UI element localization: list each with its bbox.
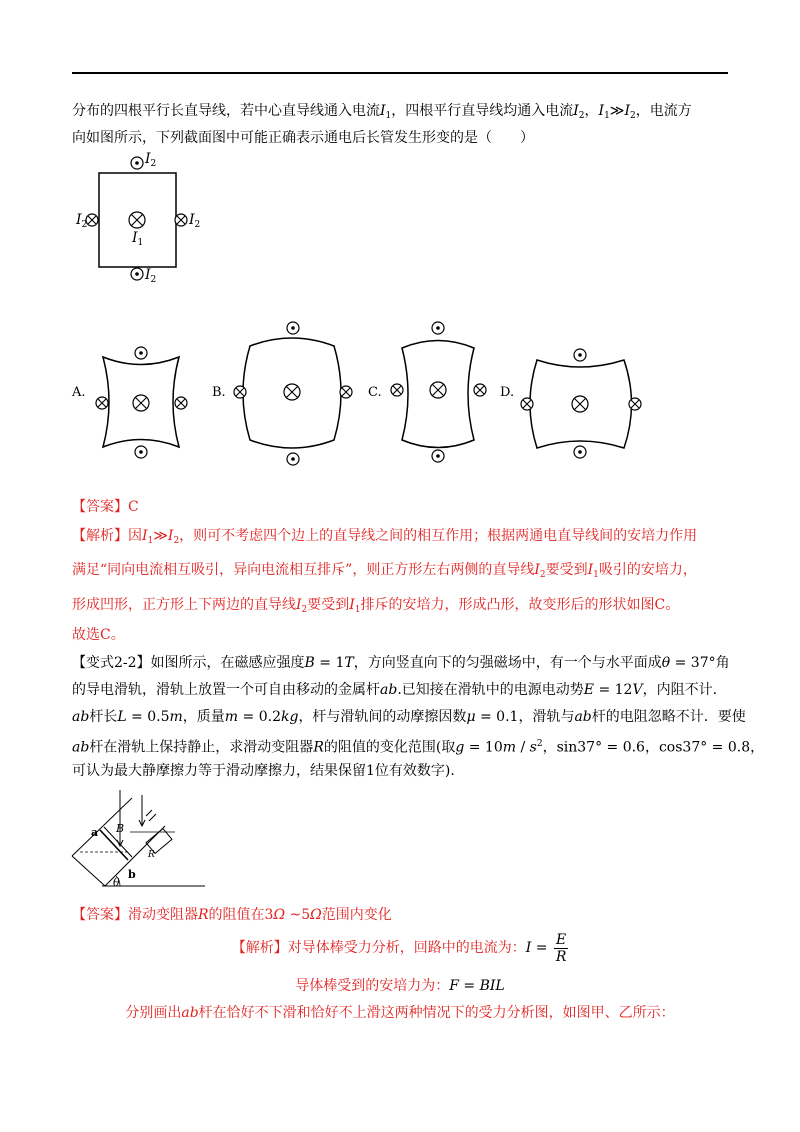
label-I: I <box>189 212 195 228</box>
variant-text: 的导电滑轨，滑轨上放置一个可自由移动的金属杆 <box>72 682 380 698</box>
subscript: 2 <box>301 605 308 615</box>
analysis-text: 排斥的安培力，形成凸形，故变形后的形状如图C。 <box>360 597 680 613</box>
fraction-numerator: E <box>555 931 567 948</box>
variant-text: 如图所示，在磁感应强度 <box>150 655 305 671</box>
much-greater-symbol: ≫ <box>153 528 168 544</box>
variant-text: 杆在滑轨上保持静止，求滑动变阻器 <box>89 739 314 756</box>
analysis-2-line-3 <box>0 1002 800 1022</box>
math-var: B <box>304 655 315 671</box>
label-bottom-I2 <box>145 267 156 285</box>
answer-text: 范围内变化 <box>321 907 392 923</box>
analysis-1-line-3 <box>72 595 679 620</box>
current-symbol: I <box>349 597 355 613</box>
option-a-label: A. <box>72 385 86 400</box>
header-rule <box>72 72 728 74</box>
variant-line-5: 可认为最大静摩擦力等于滑动摩擦力，结果保留1位有效数字). <box>72 763 455 779</box>
analysis-text: 对导体棒受力分析，回路中的电流为： <box>287 940 526 956</box>
current-symbol: I <box>167 528 174 544</box>
subscript: 2 <box>150 275 157 285</box>
label-left-I2 <box>76 212 87 230</box>
option-c-figure <box>385 318 495 468</box>
current-equation <box>525 931 568 965</box>
current-symbol: I <box>534 562 540 578</box>
label-I: I <box>132 230 138 246</box>
option-a-figure <box>90 340 200 465</box>
label-right-I2 <box>189 212 200 230</box>
variant-text: ，内阻不计. <box>642 682 718 698</box>
subscript: 2 <box>150 159 157 169</box>
analysis-2-line-2 <box>0 975 800 995</box>
variant-line-4 <box>72 734 764 758</box>
variant-tag: 【变式2-2】 <box>72 655 151 671</box>
math-var: ab <box>72 739 90 756</box>
answer-text: 的阻值在3 <box>208 907 274 923</box>
subscript: 2 <box>629 111 636 121</box>
current-symbol: I <box>573 103 579 119</box>
question-text: ，电流方 <box>635 103 692 119</box>
incline-label-theta: θ <box>113 876 120 889</box>
subscript: 2 <box>578 111 585 121</box>
subscript: 1 <box>137 238 144 248</box>
label-center-I1 <box>132 230 143 248</box>
variant-text: ，杆与滑轨间的动摩擦因数 <box>298 709 467 725</box>
subscript: 1 <box>147 536 154 546</box>
option-b-figure <box>228 318 358 468</box>
subscript: 2 <box>173 536 180 546</box>
variant-text: ，方向竖直向下的匀强磁场中，有一个与水平面成 <box>353 655 662 671</box>
analysis-2-line-1 <box>0 930 800 966</box>
math-var: ab <box>574 709 592 725</box>
math-unit: Ω <box>310 907 322 923</box>
fraction-E-over-R <box>554 932 568 965</box>
question-line-2: 向如图所示，下列截面图中可能正确表示通电后长管发生形变的是（ ） <box>72 130 534 146</box>
analysis-text: 杆在恰好不下滑和恰好不上滑这两种情况下的受力分析图，如图甲、乙所示： <box>198 1005 675 1021</box>
math-unit: s <box>529 739 537 756</box>
subscript: 1 <box>385 111 392 121</box>
subscript: 2 <box>81 220 88 230</box>
question-line-1 <box>72 101 692 126</box>
math-var: θ <box>661 655 671 671</box>
answer-value: C <box>128 499 139 515</box>
analysis-text: 要受到 <box>307 597 350 613</box>
variant-text: 角 <box>715 655 730 671</box>
math-var: I <box>525 940 532 956</box>
answer-tag: 【答案】 <box>72 499 128 515</box>
answer-text: ~5 <box>285 907 311 923</box>
current-symbol: I <box>142 528 148 544</box>
analysis-text: ，则可不考虑四个边上的直导线之间的相互作用；根据两通电直导线间的安培力作用 <box>179 528 698 544</box>
label-top-I2 <box>145 151 156 169</box>
math-unit: Ω <box>273 907 286 923</box>
option-d-figure <box>515 340 650 465</box>
current-symbol: I <box>598 103 605 119</box>
math-unit: V <box>632 682 643 698</box>
variant-text: 的阻值的变化范围(取 <box>323 739 456 756</box>
analysis-1-line-1 <box>72 526 697 551</box>
variant-text: 杆长 <box>89 709 118 725</box>
much-greater-symbol: ≫ <box>609 103 625 119</box>
analysis-text: 要受到 <box>545 562 588 578</box>
variant-text: .已知接在滑轨中的电源电动势 <box>397 682 584 698</box>
analysis-1-line-2 <box>72 560 697 585</box>
label-I: I <box>76 212 82 228</box>
variant-text: = 12 <box>594 682 633 698</box>
variant-text: = 10 <box>464 739 503 756</box>
variant-text: ，质量 <box>182 709 225 725</box>
option-d-label: D. <box>500 385 515 400</box>
math-op: = <box>531 940 552 956</box>
question-text: 分布的四根平行长直导线，若中心直导线通入电流 <box>72 103 380 119</box>
label-I: I <box>145 151 151 167</box>
incline-rail-figure <box>70 790 210 890</box>
answer-text: 滑动变阻器 <box>128 907 198 923</box>
subscript: 2 <box>539 570 546 580</box>
variant-line-3 <box>72 707 746 727</box>
question-text: ， <box>584 103 599 119</box>
fraction-denominator: R <box>555 948 567 965</box>
subscript: 1 <box>354 605 361 615</box>
option-b-label: B. <box>212 385 226 400</box>
question-text: ，四根平行直导线均通入电流 <box>391 103 574 119</box>
label-I: I <box>145 267 151 283</box>
math-var: m <box>224 709 239 725</box>
answer-2 <box>72 905 392 925</box>
subscript: 1 <box>593 570 599 580</box>
variant-text: = 37° <box>670 655 716 671</box>
variant-text: = 0.2 <box>238 709 281 725</box>
current-symbol: I <box>380 103 386 119</box>
math-unit: m <box>169 709 183 725</box>
math-var: g <box>455 739 465 756</box>
math-var: R <box>313 739 324 756</box>
math-var: ab <box>72 709 90 725</box>
variant-line-1 <box>72 653 730 673</box>
analysis-text: 导体棒受到的安培力为： <box>295 978 450 994</box>
analysis-text: 形成凹形，正方形上下两边的直导线 <box>72 597 296 613</box>
incline-label-R: R <box>148 850 155 860</box>
option-c-label: C. <box>368 385 382 400</box>
math-unit: T <box>344 655 354 671</box>
subscript: 2 <box>194 220 201 230</box>
incline-label-b: b <box>128 868 136 881</box>
current-symbol: I <box>624 103 630 119</box>
answer-1 <box>72 497 139 517</box>
analysis-tag: 【解析】 <box>72 528 128 544</box>
math-unit: m <box>502 739 517 756</box>
analysis-1-line-4: 故选C。 <box>72 627 125 643</box>
math-var: μ <box>466 709 476 725</box>
incline-label-a: a <box>91 826 99 839</box>
analysis-text: 因 <box>128 528 142 544</box>
variant-text: = 1 <box>314 655 345 671</box>
current-symbol: I <box>296 597 302 613</box>
math-unit: kg <box>280 709 299 725</box>
variant-text: = 0.1，滑轨与 <box>475 709 575 725</box>
variant-text: 杆的电阻忽略不计．要使 <box>591 709 746 725</box>
analysis-tag: 【解析】 <box>231 940 288 956</box>
math-var: E <box>583 682 594 698</box>
force-equation: F = BIL <box>449 978 505 994</box>
analysis-text: 吸引的安培力， <box>598 562 697 578</box>
subscript: 1 <box>604 111 610 121</box>
math-var: L <box>117 709 127 725</box>
superscript: 2 <box>536 739 543 749</box>
variant-text: / <box>516 739 530 756</box>
math-var: ab <box>181 1005 199 1021</box>
variant-text: = 0.5 <box>126 709 170 725</box>
analysis-text: 满足“同向电流相互吸引，异向电流相互排斥”，则正方形左右两侧的直导线 <box>72 562 535 578</box>
analysis-text: 分别画出 <box>125 1005 182 1021</box>
math-var: ab <box>380 682 398 698</box>
math-var: R <box>198 907 209 923</box>
current-symbol: I <box>587 562 594 578</box>
variant-line-2 <box>72 680 717 700</box>
answer-tag: 【答案】 <box>72 907 128 923</box>
variant-text: ，sin37° = 0.6，cos37° = 0.8， <box>542 739 765 756</box>
incline-label-B: B <box>116 822 125 835</box>
